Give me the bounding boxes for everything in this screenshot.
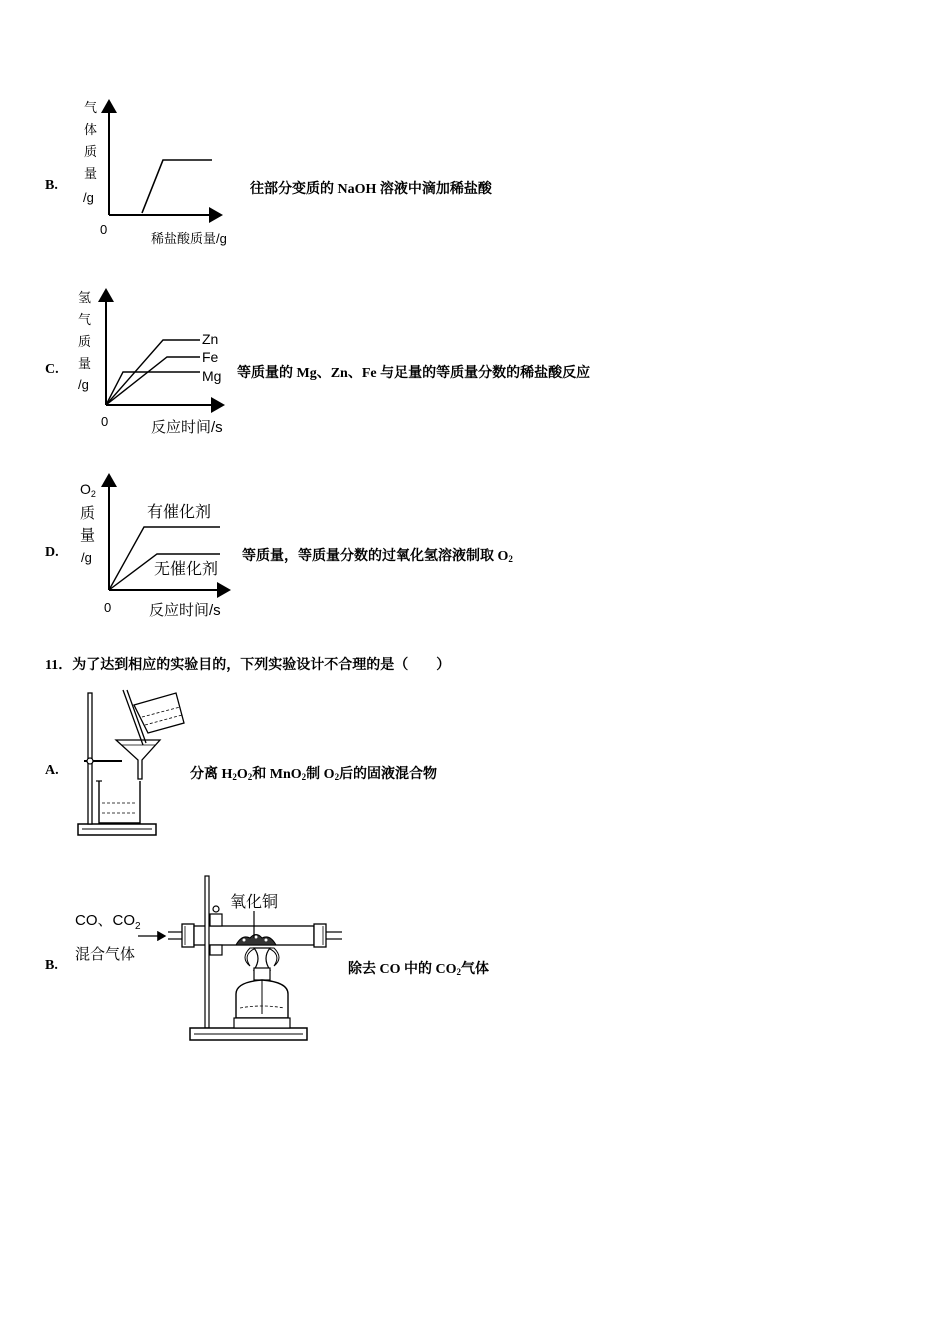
curve-label-with-catalyst: 有催化剂 [147,504,212,521]
pouring-beaker [134,693,184,733]
co-reduction-apparatus-diagram [70,868,350,1046]
y-label-1: 质 [80,505,96,522]
y-label-1: 气 [84,100,98,115]
curve-label-mg: Mg [202,368,222,384]
y-label-unit: /g [83,190,94,205]
left-stopper [182,924,194,947]
tube-clamp [210,914,222,926]
option-b-label: B. [45,178,58,193]
y-label-top: $O_2$ [80,481,96,499]
x-label: 稀盐酸质量/g [151,231,227,246]
curve-label-zn: Zn [202,331,219,347]
option-c-graph [75,285,240,440]
lamp-pad [234,1018,290,1028]
y-label-4: 量 [78,356,92,371]
gas-mixture-label-line1: CO、$CO_2$ [75,912,141,932]
y-label-4: 量 [84,166,98,181]
curve-fe [106,357,200,405]
origin-label: 0 [100,222,108,237]
curve-label-without-catalyst: 无催化剂 [154,561,219,578]
flame-right [268,948,279,966]
y-label-unit: /g [81,550,92,565]
gas-mixture-label-line2: 混合气体 [75,946,136,963]
beaker [99,781,140,823]
q11-option-a-description: 分离 $H_2O_2$和 MnO$_2$制 $O_2$后的固液混合物 [190,767,438,782]
q11-option-a-label: A. [45,763,59,778]
lamp-flame [254,948,270,970]
option-d-description: 等质量，等质量分数的过氧化氢溶液制取 $O_2$ [242,549,513,564]
y-label-2: 气 [78,312,92,327]
option-d-graph [75,470,240,622]
x-label: 反应时间/s [149,602,221,619]
right-stopper [314,924,326,947]
x-label: 反应时间/s [151,419,223,436]
y-label-2: 量 [80,527,96,544]
q11-option-b-description: 除去 CO 中的 $CO_2$气体 [348,962,489,977]
q11-option-b-label: B. [45,958,58,973]
option-c-description: 等质量的 Mg、Zn、Fe 与足量的等质量分数的稀盐酸反应 [237,366,591,381]
flame-left [245,948,256,966]
curve-label-fe: Fe [202,349,219,365]
origin-label: 0 [104,600,112,615]
question-11-stem: 11．为了达到相应的实验目的，下列实验设计不合理的是（ ） [45,658,451,673]
y-label-1: 氢 [78,290,92,305]
y-label-unit: /g [78,377,89,392]
reagent-label: 氧化铜 [230,894,279,911]
stand-rod [205,876,209,1028]
y-label-3: 质 [78,334,92,349]
option-b-graph [75,95,250,250]
option-b-description: 往部分变质的 NaOH 溶液中滴加稀盐酸 [250,182,492,197]
curve [142,160,212,213]
origin-label: 0 [101,414,109,429]
curve-with-catalyst [109,527,220,590]
funnel [116,740,160,779]
filtration-apparatus-diagram [72,685,192,840]
lamp-wick-holder [254,968,270,980]
option-d-label: D. [45,545,59,560]
y-label-2: 体 [84,122,98,137]
y-label-3: 质 [84,144,98,159]
option-c-label: C. [45,362,59,377]
